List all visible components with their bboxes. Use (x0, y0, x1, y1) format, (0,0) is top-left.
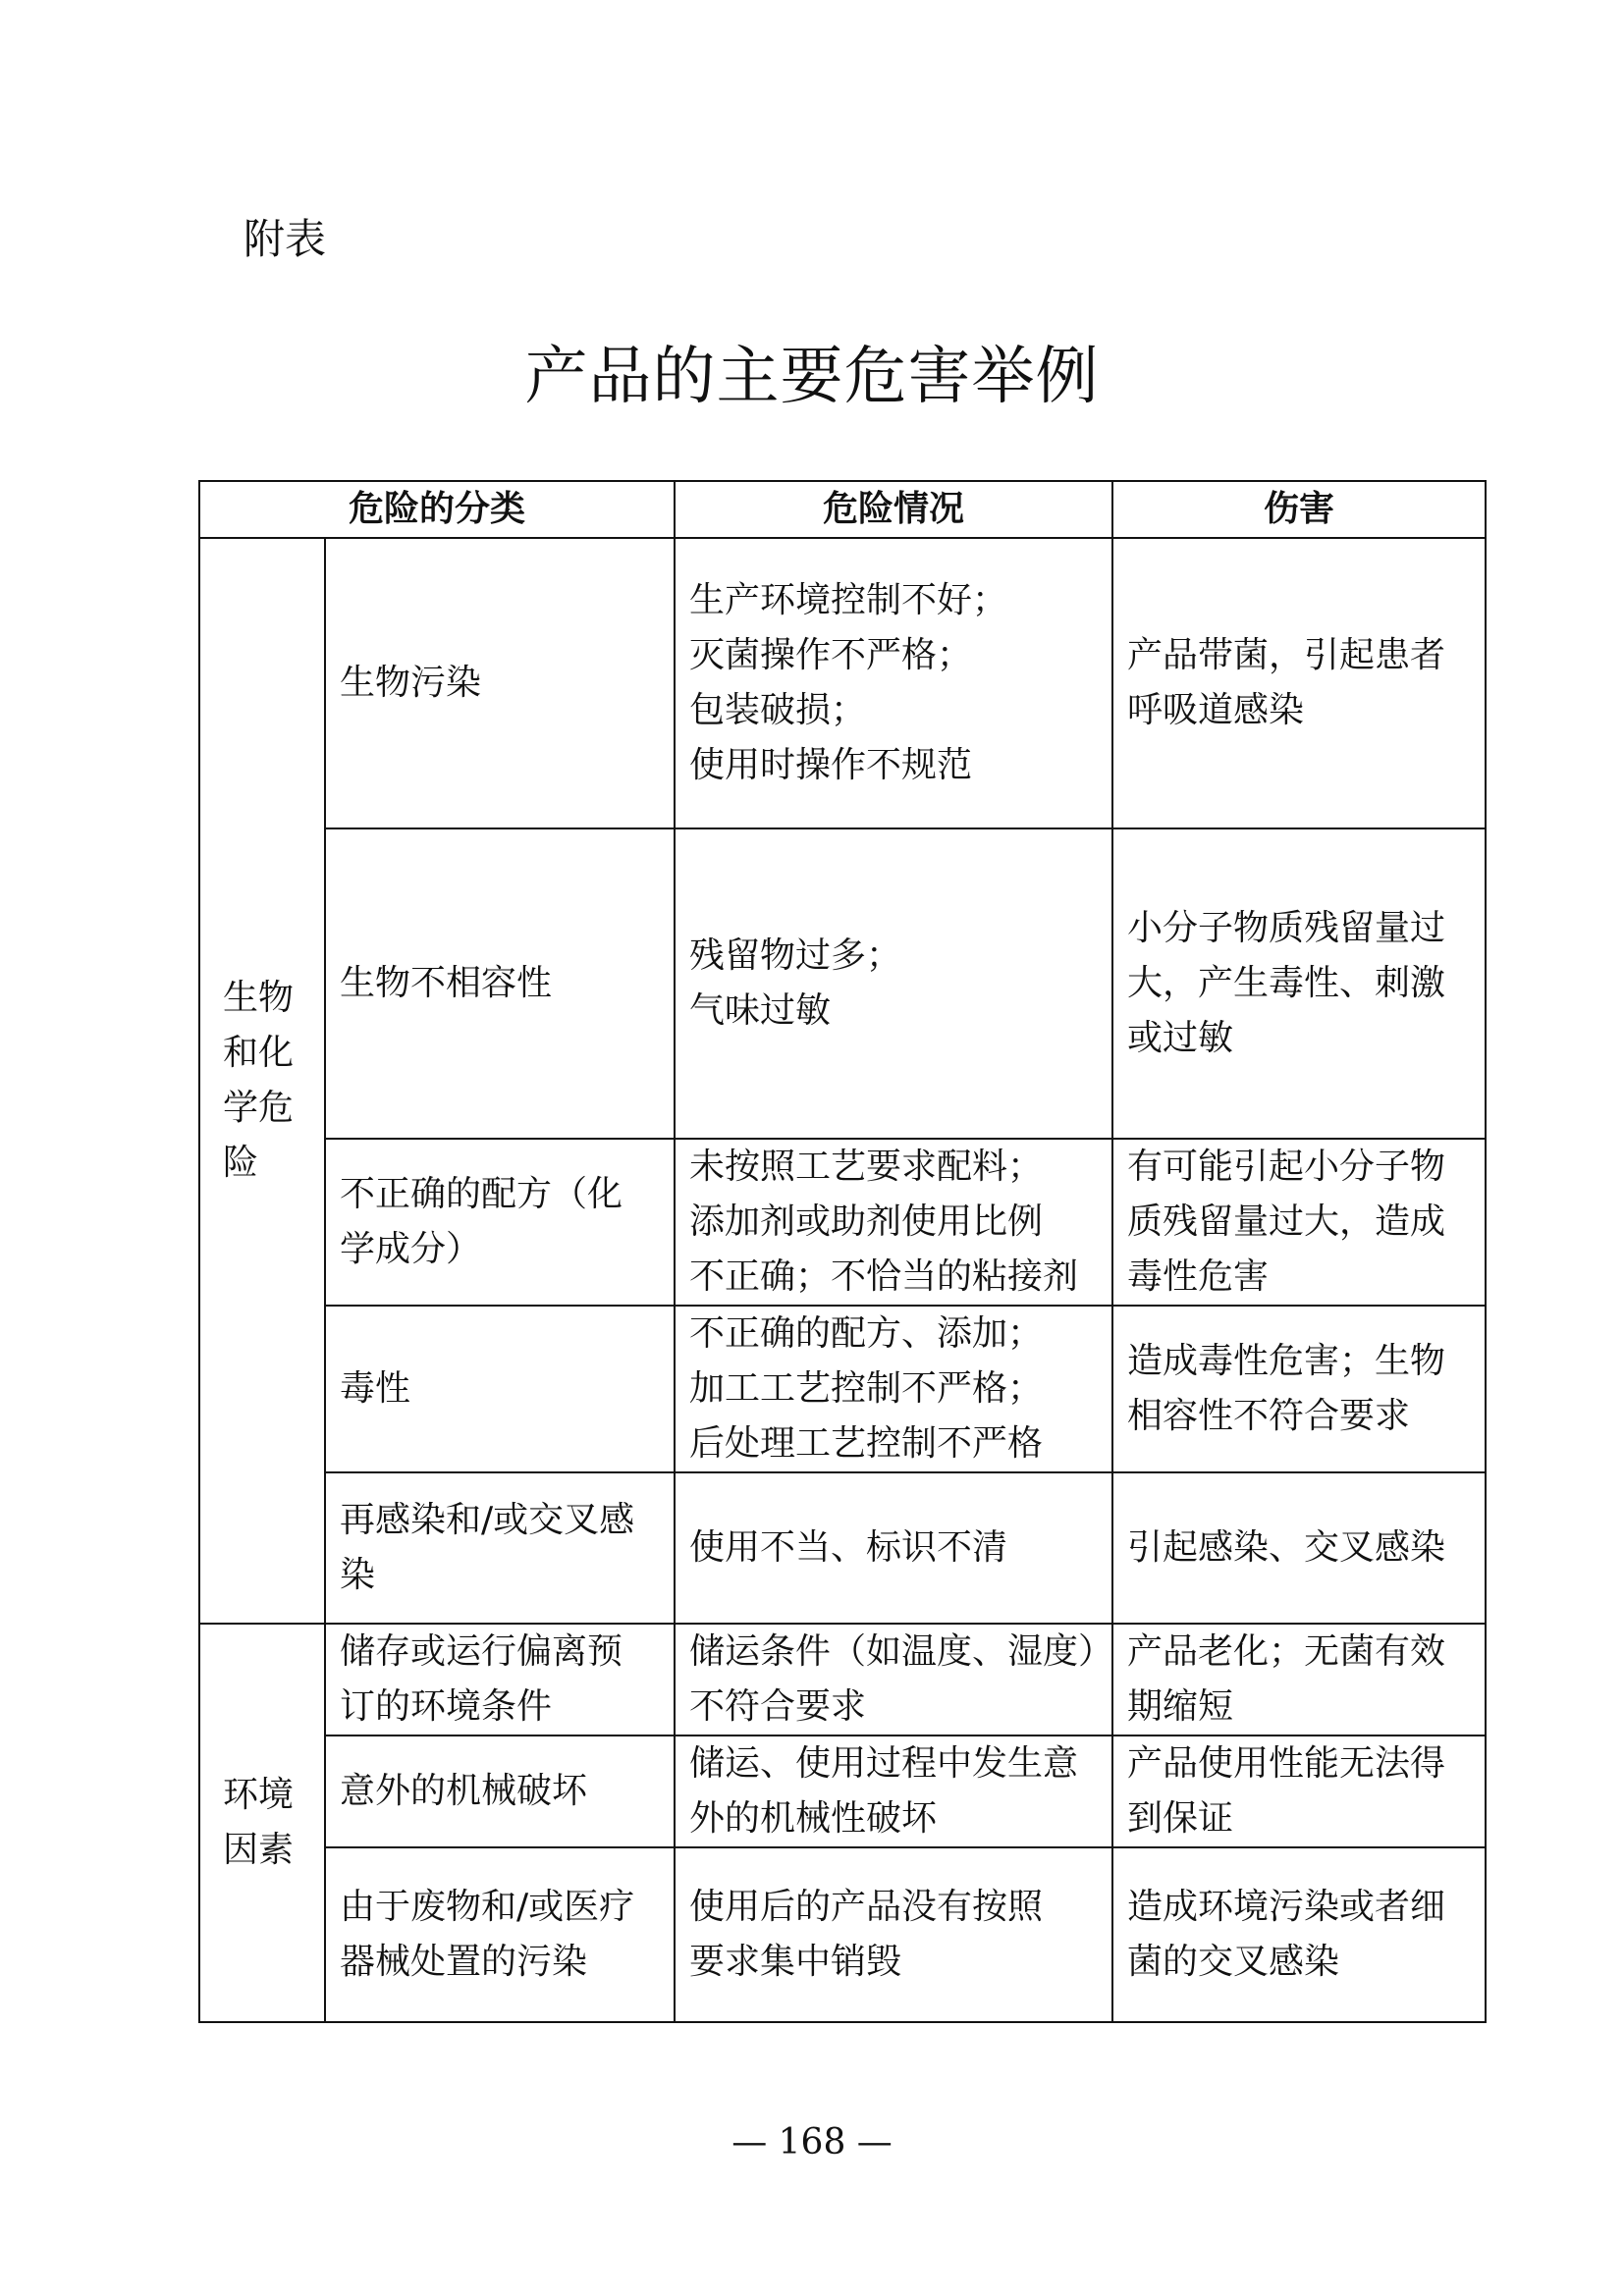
harm-cell-line: 期缩短 (1127, 1686, 1234, 1727)
table-row (199, 1735, 1486, 1847)
harm-cell-line: 呼吸道感染 (1127, 690, 1305, 730)
situation-cell-line: 气味过敏 (689, 990, 832, 1031)
situation-cell-line: 储运、使用过程中发生意 (689, 1743, 1079, 1784)
category-cell-line: 订的环境条件 (340, 1686, 553, 1727)
category-cell-line: 再感染和/或交叉感 (340, 1500, 635, 1540)
table-row (199, 538, 1486, 828)
situation-cell (675, 1735, 1112, 1847)
harm-cell-line: 大，产生毒性、刺激 (1127, 963, 1446, 1003)
situation-cell-line: 使用后的产品没有按照 (689, 1887, 1044, 1927)
harm-cell (1112, 828, 1486, 1139)
harm-cell (1112, 1139, 1486, 1306)
situation-cell-line: 不符合要求 (689, 1686, 867, 1727)
table-row (199, 1624, 1486, 1735)
situation-cell-line: 包装破损； (689, 690, 867, 730)
table-row (199, 828, 1486, 1139)
harm-cell-line: 质残留量过大，造成 (1127, 1201, 1446, 1242)
category-cell-line: 学成分） (340, 1229, 482, 1269)
harm-cell-line: 到保证 (1127, 1798, 1234, 1839)
category-cell-line: 毒性 (340, 1368, 411, 1409)
harm-cell-line: 造成毒性危害；生物 (1127, 1341, 1446, 1381)
group-label-cell (199, 1624, 325, 2022)
situation-cell (675, 1624, 1112, 1735)
header-harm: 伤害 (1112, 481, 1486, 538)
harm-cell-line: 引起感染、交叉感染 (1127, 1527, 1446, 1568)
situation-cell-line: 添加剂或助剂使用比例 (689, 1201, 1044, 1242)
harm-cell-line: 有可能引起小分子物 (1127, 1147, 1446, 1187)
situation-cell (675, 538, 1112, 828)
category-cell-line: 染 (340, 1555, 376, 1595)
group-label-line: 生物 (223, 978, 295, 1018)
harm-cell-line: 产品使用性能无法得 (1127, 1743, 1446, 1784)
situation-cell-line: 加工工艺控制不严格； (689, 1368, 1044, 1409)
situation-cell-line: 灭菌操作不严格； (689, 635, 973, 675)
situation-cell-line: 储运条件（如温度、湿度） (689, 1631, 1114, 1672)
category-cell-line: 储存或运行偏离预 (340, 1631, 623, 1672)
harm-cell-line: 相容性不符合要求 (1127, 1396, 1411, 1436)
harm-cell (1112, 1306, 1486, 1472)
group-label-line: 和化 (223, 1033, 295, 1073)
document-title: 产品的主要危害举例 (524, 341, 1100, 413)
situation-cell-line: 未按照工艺要求配料； (689, 1147, 1044, 1187)
harm-cell (1112, 538, 1486, 828)
hazard-table (198, 480, 1487, 2023)
situation-cell-line: 不正确的配方、添加； (689, 1313, 1044, 1354)
situation-cell (675, 1472, 1112, 1624)
category-cell (325, 1847, 675, 2022)
harm-cell-line: 菌的交叉感染 (1127, 1942, 1340, 1982)
category-cell (325, 1306, 675, 1472)
table-row (199, 1472, 1486, 1624)
category-cell-line: 由于废物和/或医疗 (340, 1887, 635, 1927)
situation-cell-line: 残留物过多； (689, 935, 902, 976)
header-situation: 危险情况 (675, 481, 1112, 538)
group-label-line: 险 (223, 1143, 259, 1183)
situation-cell-line: 使用时操作不规范 (689, 745, 973, 785)
harm-cell-line: 或过敏 (1127, 1018, 1234, 1058)
situation-cell-line: 生产环境控制不好； (689, 580, 1008, 620)
category-cell (325, 828, 675, 1139)
harm-cell-line: 造成环境污染或者细 (1127, 1887, 1446, 1927)
table-row (199, 1306, 1486, 1472)
harm-cell (1112, 1624, 1486, 1735)
situation-cell-line: 要求集中销毁 (689, 1942, 902, 1982)
page-number: — 168 — (731, 2122, 893, 2163)
situation-cell (675, 1306, 1112, 1472)
category-cell-line: 意外的机械破坏 (340, 1771, 588, 1811)
harm-cell (1112, 1735, 1486, 1847)
category-cell-line: 不正确的配方（化 (340, 1174, 623, 1214)
category-cell (325, 1139, 675, 1306)
situation-cell-line: 外的机械性破坏 (689, 1798, 938, 1839)
situation-cell (675, 1139, 1112, 1306)
harm-cell-line: 小分子物质残留量过 (1127, 908, 1446, 948)
category-cell (325, 1472, 675, 1624)
harm-cell (1112, 1847, 1486, 2022)
group-label-line: 学危 (223, 1088, 295, 1128)
category-cell (325, 538, 675, 828)
category-cell-line: 器械处置的污染 (340, 1942, 588, 1982)
group-label (223, 971, 301, 1191)
situation-cell-line: 不正确；不恰当的粘接剂 (689, 1256, 1079, 1297)
group-label-line: 因素 (223, 1830, 295, 1870)
category-cell-line: 生物不相容性 (340, 963, 553, 1003)
situation-cell (675, 1847, 1112, 2022)
harm-cell-line: 产品老化；无菌有效 (1127, 1631, 1446, 1672)
appendix-label: 附表 (244, 215, 327, 263)
situation-cell (675, 828, 1112, 1139)
situation-cell-line: 使用不当、标识不清 (689, 1527, 1008, 1568)
group-label (223, 1768, 301, 1878)
table-header-row (199, 481, 1486, 538)
header-category: 危险的分类 (199, 481, 675, 538)
group-label-cell (199, 538, 325, 1624)
group-label-line: 环境 (223, 1775, 295, 1815)
harm-cell-line: 毒性危害 (1127, 1256, 1270, 1297)
category-cell-line: 生物污染 (340, 663, 482, 703)
harm-cell-line: 产品带菌，引起患者 (1127, 635, 1446, 675)
category-cell (325, 1624, 675, 1735)
table-row (199, 1139, 1486, 1306)
category-cell (325, 1735, 675, 1847)
harm-cell (1112, 1472, 1486, 1624)
situation-cell-line: 后处理工艺控制不严格 (689, 1423, 1044, 1464)
table-row (199, 1847, 1486, 2022)
